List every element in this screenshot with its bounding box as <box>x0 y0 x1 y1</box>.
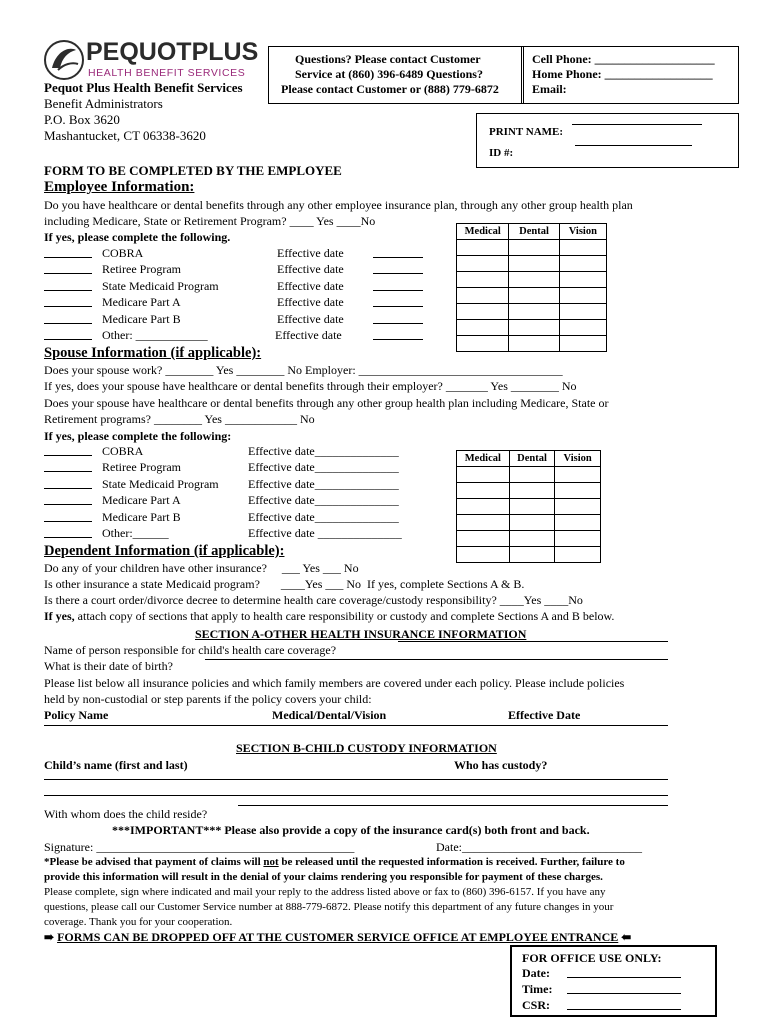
coverage-type-header: Medical/Dental/Vision <box>272 708 387 722</box>
employee-checkbox-line[interactable] <box>44 339 92 340</box>
id-label: ID #: <box>489 147 514 159</box>
employee-effective-date-line[interactable] <box>373 323 423 324</box>
dependent-q4 <box>44 609 614 623</box>
section-a-policy-line[interactable] <box>44 725 668 726</box>
office-title: FOR OFFICE USE ONLY: <box>522 951 662 965</box>
cell[interactable] <box>559 272 606 288</box>
reside-line[interactable] <box>238 805 668 806</box>
logo <box>42 38 259 84</box>
spouse-item-effective-date: Effective date______________ <box>248 493 399 508</box>
email-field[interactable]: Email: <box>532 82 567 96</box>
section-b-title: SECTION B-CHILD CUSTODY INFORMATION <box>236 741 497 755</box>
employee-checkbox-line[interactable] <box>44 290 92 291</box>
employee-effective-date-line[interactable] <box>373 339 423 340</box>
employee-checkbox-line[interactable] <box>44 323 92 324</box>
spouse-item-effective-date: Effective date______________ <box>248 509 399 524</box>
cell[interactable] <box>509 547 555 563</box>
employee-item-label: Medicare Part B <box>102 311 181 326</box>
spouse-item-label: Other:______ <box>102 526 169 540</box>
spouse-item-label: Medicare Part A <box>102 493 181 508</box>
dropoff-banner <box>44 930 631 944</box>
cell[interactable] <box>457 336 509 352</box>
cell[interactable] <box>555 483 601 499</box>
cell[interactable] <box>555 531 601 547</box>
office-csr-line[interactable] <box>567 1009 681 1010</box>
spouse-heading: Spouse Information (if applicable): <box>44 345 262 361</box>
employee-q1a: Do you have healthcare or dental benefits through any other employee insurance plan, through any other group health plan <box>44 198 633 212</box>
policy-name-header: Policy Name <box>44 708 109 722</box>
dropoff-text: FORMS CAN BE DROPPED OFF AT THE CUSTOMER SERVICE OFFICE AT EMPLOYEE ENTRANCE <box>57 930 619 944</box>
notice-line5: coverage. Thank you for your cooperation. <box>44 916 233 928</box>
spouse-item-label: State Medicaid Program <box>102 476 219 491</box>
office-date-line[interactable] <box>567 977 681 978</box>
employee-item-effective-date: Effective date <box>277 278 344 293</box>
cell[interactable] <box>555 467 601 483</box>
notice-line1a: *Please be advised that payment of claims will <box>44 856 264 868</box>
notice-line4: questions, please call our Customer Service number at 888-779-6872. Please notify this department of any future changes in your <box>44 901 614 913</box>
dependent-q2: Is other insurance a state Medicaid program? ____Yes ___ No If yes, complete Sections A & B. <box>44 577 525 591</box>
cell[interactable] <box>559 304 606 320</box>
spouse-item-effective-date: Effective date ______________ <box>248 526 402 540</box>
spouse-checkbox-line[interactable] <box>44 471 92 472</box>
cell[interactable] <box>559 288 606 304</box>
spouse-checkbox-line[interactable] <box>44 488 92 489</box>
dependent-q1: Do any of your children have other insurance? ___ Yes ___ No <box>44 561 359 575</box>
employee-item-effective-date: Effective date <box>277 295 344 310</box>
section-b-line1[interactable] <box>44 779 668 780</box>
employee-item-effective-date: Effective date <box>277 246 344 260</box>
employee-effective-date-line[interactable] <box>373 306 423 307</box>
logo-emblem-icon <box>42 38 86 82</box>
date-field[interactable]: Date:______________________________ <box>436 840 642 854</box>
employee-effective-date-line[interactable] <box>373 290 423 291</box>
col-dental: Dental <box>509 224 559 240</box>
section-a-q1: Name of person responsible for child's health care coverage? <box>44 643 337 657</box>
org-line4: Mashantucket, CT 06338-3620 <box>44 128 206 143</box>
cell[interactable] <box>559 320 606 336</box>
signature-field[interactable]: Signature: ___________________________________________ <box>44 840 355 854</box>
spouse-q3a: Does your spouse have healthcare or dental benefits through any other group health plan including Medicare, State or <box>44 396 609 410</box>
cell[interactable] <box>509 499 555 515</box>
cell[interactable] <box>457 515 510 531</box>
spouse-checkbox-line[interactable] <box>44 537 92 538</box>
logo-subtitle: HEALTH BENEFIT SERVICES <box>88 67 246 79</box>
office-time-label: Time: <box>522 982 553 996</box>
cell[interactable] <box>509 531 555 547</box>
cell[interactable] <box>509 515 555 531</box>
section-a-q3b: held by non-custodial or step parents if the policy covers your child: <box>44 692 372 706</box>
employee-checkbox-line[interactable] <box>44 273 92 274</box>
spouse-item-effective-date: Effective date______________ <box>248 460 399 475</box>
employee-checkbox-line[interactable] <box>44 257 92 258</box>
spouse-coverage-table <box>456 450 601 563</box>
spouse-checkbox-line[interactable] <box>44 504 92 505</box>
questions-line1: Questions? Please contact Customer <box>295 52 481 66</box>
custody-header: Who has custody? <box>454 758 548 772</box>
col-dental: Dental <box>509 451 555 467</box>
cell-phone-field[interactable]: Cell Phone: ____________________ <box>532 52 715 66</box>
cell[interactable] <box>509 272 559 288</box>
questions-line2: Service at (860) 396-6489 Questions? <box>295 67 483 81</box>
employee-heading: Employee Information: <box>44 179 195 195</box>
cell[interactable] <box>509 288 559 304</box>
org-name: Pequot Plus Health Benefit Services <box>44 80 243 95</box>
office-date-label: Date: <box>522 966 550 980</box>
employee-q1b: including Medicare, State or Retirement Program? ____ Yes ____No <box>44 214 376 228</box>
org-line2: Benefit Administrators <box>44 96 163 111</box>
cell[interactable] <box>457 547 510 563</box>
notice-line2: provide this information will result in the denial of your claims rendering you responsible for payment of these charges. <box>44 871 603 883</box>
section-a-q2-line[interactable] <box>205 659 668 660</box>
cell[interactable] <box>559 256 606 272</box>
section-a-q2: What is their date of birth? <box>44 659 173 673</box>
cell[interactable] <box>457 531 510 547</box>
col-medical: Medical <box>457 224 509 240</box>
cell[interactable] <box>509 467 555 483</box>
print-name-line[interactable] <box>572 124 702 125</box>
reside-label: With whom does the child reside? <box>44 807 208 821</box>
id-line[interactable] <box>575 145 692 146</box>
col-medical: Medical <box>457 451 510 467</box>
employee-effective-date-line[interactable] <box>373 257 423 258</box>
cell[interactable] <box>509 240 559 256</box>
employee-item-effective-date: Effective date <box>277 311 344 326</box>
employee-item-label: COBRA <box>102 246 144 260</box>
form-title: FORM TO BE COMPLETED BY THE EMPLOYEE <box>44 163 342 178</box>
employee-item-effective-date: Effective date <box>277 262 344 277</box>
spouse-checkbox-line[interactable] <box>44 521 92 522</box>
arrow-right-icon: ➠ <box>44 930 55 944</box>
notice-line1b: be released until the requested information is received. Further, failure to <box>278 856 625 868</box>
spouse-item-effective-date: Effective date______________ <box>248 476 399 491</box>
employee-item-label: Medicare Part A <box>102 295 181 310</box>
arrow-left-icon: ➠ <box>621 930 632 944</box>
office-time-line[interactable] <box>567 993 681 994</box>
dependent-q4-bold: If yes, <box>44 609 75 623</box>
cell[interactable] <box>555 547 601 563</box>
cell[interactable] <box>509 256 559 272</box>
section-a-title: SECTION A-OTHER HEALTH INSURANCE INFORMATION <box>195 627 527 641</box>
cell[interactable] <box>457 467 510 483</box>
spouse-q2: If yes, does your spouse have healthcare or dental benefits through their employer? _______ Yes ________ No <box>44 379 577 393</box>
cell[interactable] <box>509 304 559 320</box>
col-vision: Vision <box>559 224 606 240</box>
cell[interactable] <box>559 336 606 352</box>
important-note: ***IMPORTANT*** Please also provide a copy of the insurance card(s) both front and back. <box>112 823 590 837</box>
cell[interactable] <box>457 288 509 304</box>
col-vision: Vision <box>555 451 601 467</box>
questions-line3: Please contact Customer or (888) 779-6872 <box>281 82 499 96</box>
home-phone-field[interactable]: Home Phone: __________________ <box>532 67 713 81</box>
dependent-heading: Dependent Information (if applicable): <box>44 543 285 559</box>
employee-item-label: State Medicaid Program <box>102 278 219 293</box>
dependent-q4-rest: attach copy of sections that apply to health care responsibility or custody and complete Sections A and B below. <box>74 609 615 623</box>
id-box <box>476 113 739 168</box>
section-a-q3a: Please list below all insurance policies and which family members are covered under each policy. Please include policies <box>44 676 625 690</box>
print-name-label: PRINT NAME: <box>489 126 564 138</box>
cell[interactable] <box>457 320 509 336</box>
logo-name: PEQUOTPLUS <box>86 38 259 66</box>
office-csr-label: CSR: <box>522 998 551 1012</box>
child-name-header: Child’s name (first and last) <box>44 758 188 772</box>
notice-line1u: not <box>263 856 279 868</box>
cell[interactable] <box>457 256 509 272</box>
employee-item-label: Retiree Program <box>102 262 181 277</box>
cell[interactable] <box>457 272 509 288</box>
employee-coverage-table <box>456 223 607 352</box>
cell[interactable] <box>555 499 601 515</box>
section-b-line2[interactable] <box>44 795 668 796</box>
cell[interactable] <box>509 483 555 499</box>
spouse-q3b: Retirement programs? ________ Yes ____________ No <box>44 412 315 426</box>
section-a-q1-line[interactable] <box>398 641 668 642</box>
cell[interactable] <box>457 499 510 515</box>
org-line3: P.O. Box 3620 <box>44 112 120 127</box>
notice-line3: Please complete, sign where indicated and mail your reply to the address listed above or fax to (860) 396-6157. If you have any <box>44 886 606 898</box>
cell[interactable] <box>555 515 601 531</box>
cell[interactable] <box>509 320 559 336</box>
employee-checkbox-line[interactable] <box>44 306 92 307</box>
employee-item-label: Other: ____________ <box>102 328 208 342</box>
spouse-checkbox-line[interactable] <box>44 455 92 456</box>
cell[interactable] <box>457 240 509 256</box>
spouse-item-label: COBRA <box>102 444 144 458</box>
notice-line1 <box>44 856 625 869</box>
spouse-ifyes: If yes, please complete the following: <box>44 429 232 443</box>
cell[interactable] <box>457 483 510 499</box>
spouse-q1: Does your spouse work? ________ Yes ________ No Employer: __________________________________ <box>44 363 563 377</box>
cell[interactable] <box>457 304 509 320</box>
spouse-item-label: Medicare Part B <box>102 509 181 524</box>
employee-item-effective-date: Effective date <box>275 328 342 342</box>
employee-ifyes: If yes, please complete the following. <box>44 230 231 244</box>
dependent-q3: Is there a court order/divorce decree to determine health care coverage/custody responsibility? ____Yes ____No <box>44 593 583 607</box>
employee-effective-date-line[interactable] <box>373 273 423 274</box>
effective-date-header: Effective Date <box>508 708 581 722</box>
spouse-item-label: Retiree Program <box>102 460 181 475</box>
cell[interactable] <box>509 336 559 352</box>
cell[interactable] <box>559 240 606 256</box>
spouse-item-effective-date: Effective date______________ <box>248 444 399 458</box>
